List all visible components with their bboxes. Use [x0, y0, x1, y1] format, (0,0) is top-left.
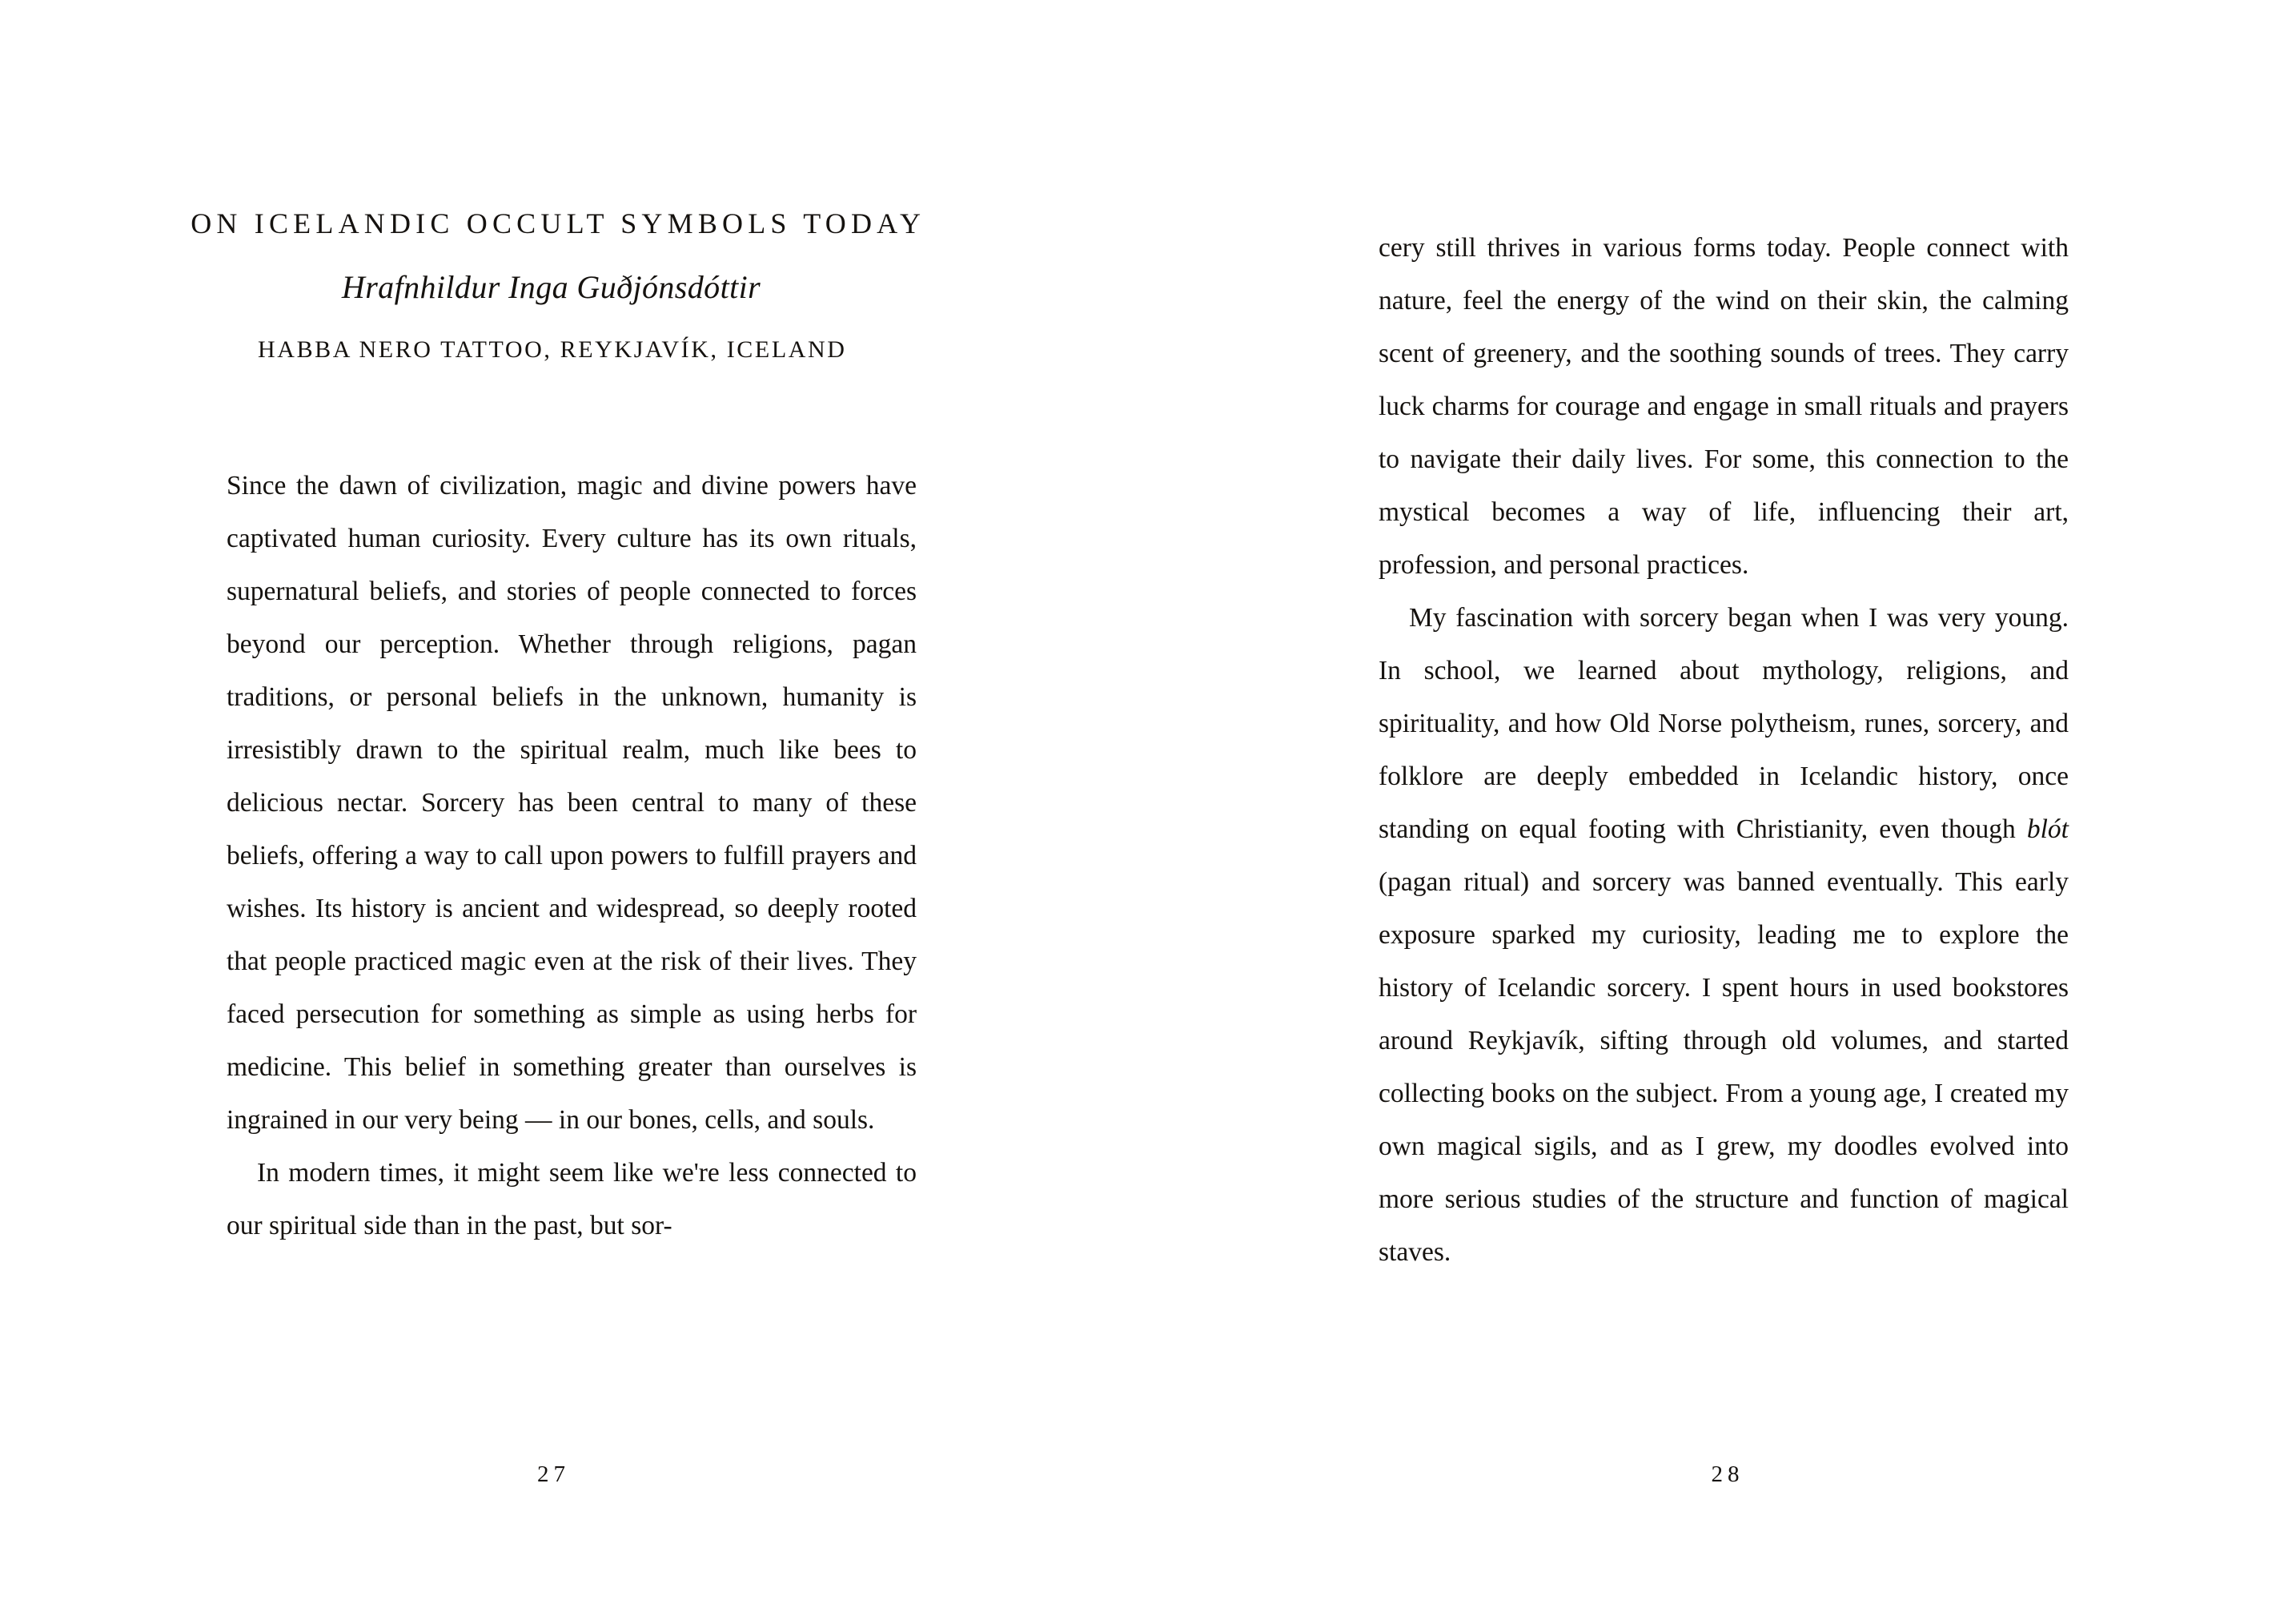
page-number: 28 [1711, 1461, 1744, 1487]
paragraph-text-part-2: (pagan ritual) and sorcery was banned eventually. This early exposure sparked my curiosity, leading me to explore the history of Icelandic sorcery. I spent hours in used bookstores around Reykjavík, sifting through old volumes, and started collecting books on the subject. From a young age, I created my own magical sigils, and as I grew, my doodles evolved into more serious studies of the structure and function of magical staves. [1379, 867, 2069, 1267]
article-author: Hrafnhildur Inga Guðjónsdóttir [341, 269, 761, 306]
paragraph: cery still thrives in various forms today. People connect with nature, feel the energy of the wind on their skin, the calming scent of greenery, and the soothing sounds of trees. They carry luck charms for courage and engage in small rituals and prayers to navigate their daily lives. For some, this connection to the mystical becomes a way of life, influencing their art, profession, and personal practices. [1379, 233, 2069, 580]
page-number: 27 [537, 1461, 570, 1487]
paragraph: In modern times, it might seem like we're less connected to our spiritual side than in the past, but sor- [227, 1158, 917, 1240]
paragraph [1379, 592, 2069, 1279]
paragraph-text-part-1: My fascination with sorcery began when I was very young. In school, we learned about mythology, religions, and spirituality, and how Old Norse polytheism, runes, sorcery, and folklore are deeply embedded in Icelandic history, once standing on equal footing with Christianity, even though [1379, 603, 2069, 844]
article-heading-block [186, 207, 926, 364]
body-column-right [1379, 222, 2069, 1279]
page-left [186, 0, 926, 1608]
page-title: ON ICELANDIC OCCULT SYMBOLS TODAY [191, 207, 926, 239]
paragraph: Since the dawn of civilization, magic and divine powers have captivated human curiosity. Every culture has its own rituals, supernatural beliefs, and stories of people connected to forces beyond our perception. Whether through religions, pagan traditions, or personal beliefs in the unknown, humanity is irresistibly drawn to the spiritual realm, much like bees to delicious nectar. Sorcery has been central to many of these beliefs, offering a way to call upon powers to fulfill prayers and wishes. Its history is ancient and widespread, so deeply rooted that people practiced magic even at the risk of their lives. They faced persecution for something as simple as using herbs for medicine. This belief in something greater than ourselves is ingrained in our very being — in our bones, cells, and souls. [227, 471, 917, 1135]
article-affiliation: HABBA NERO TATTOO, REYKJAVÍK, ICELAND [258, 336, 847, 364]
body-column-left [227, 460, 917, 1252]
italic-term-blot: blót [2026, 814, 2069, 844]
page-right [1379, 0, 2072, 1608]
